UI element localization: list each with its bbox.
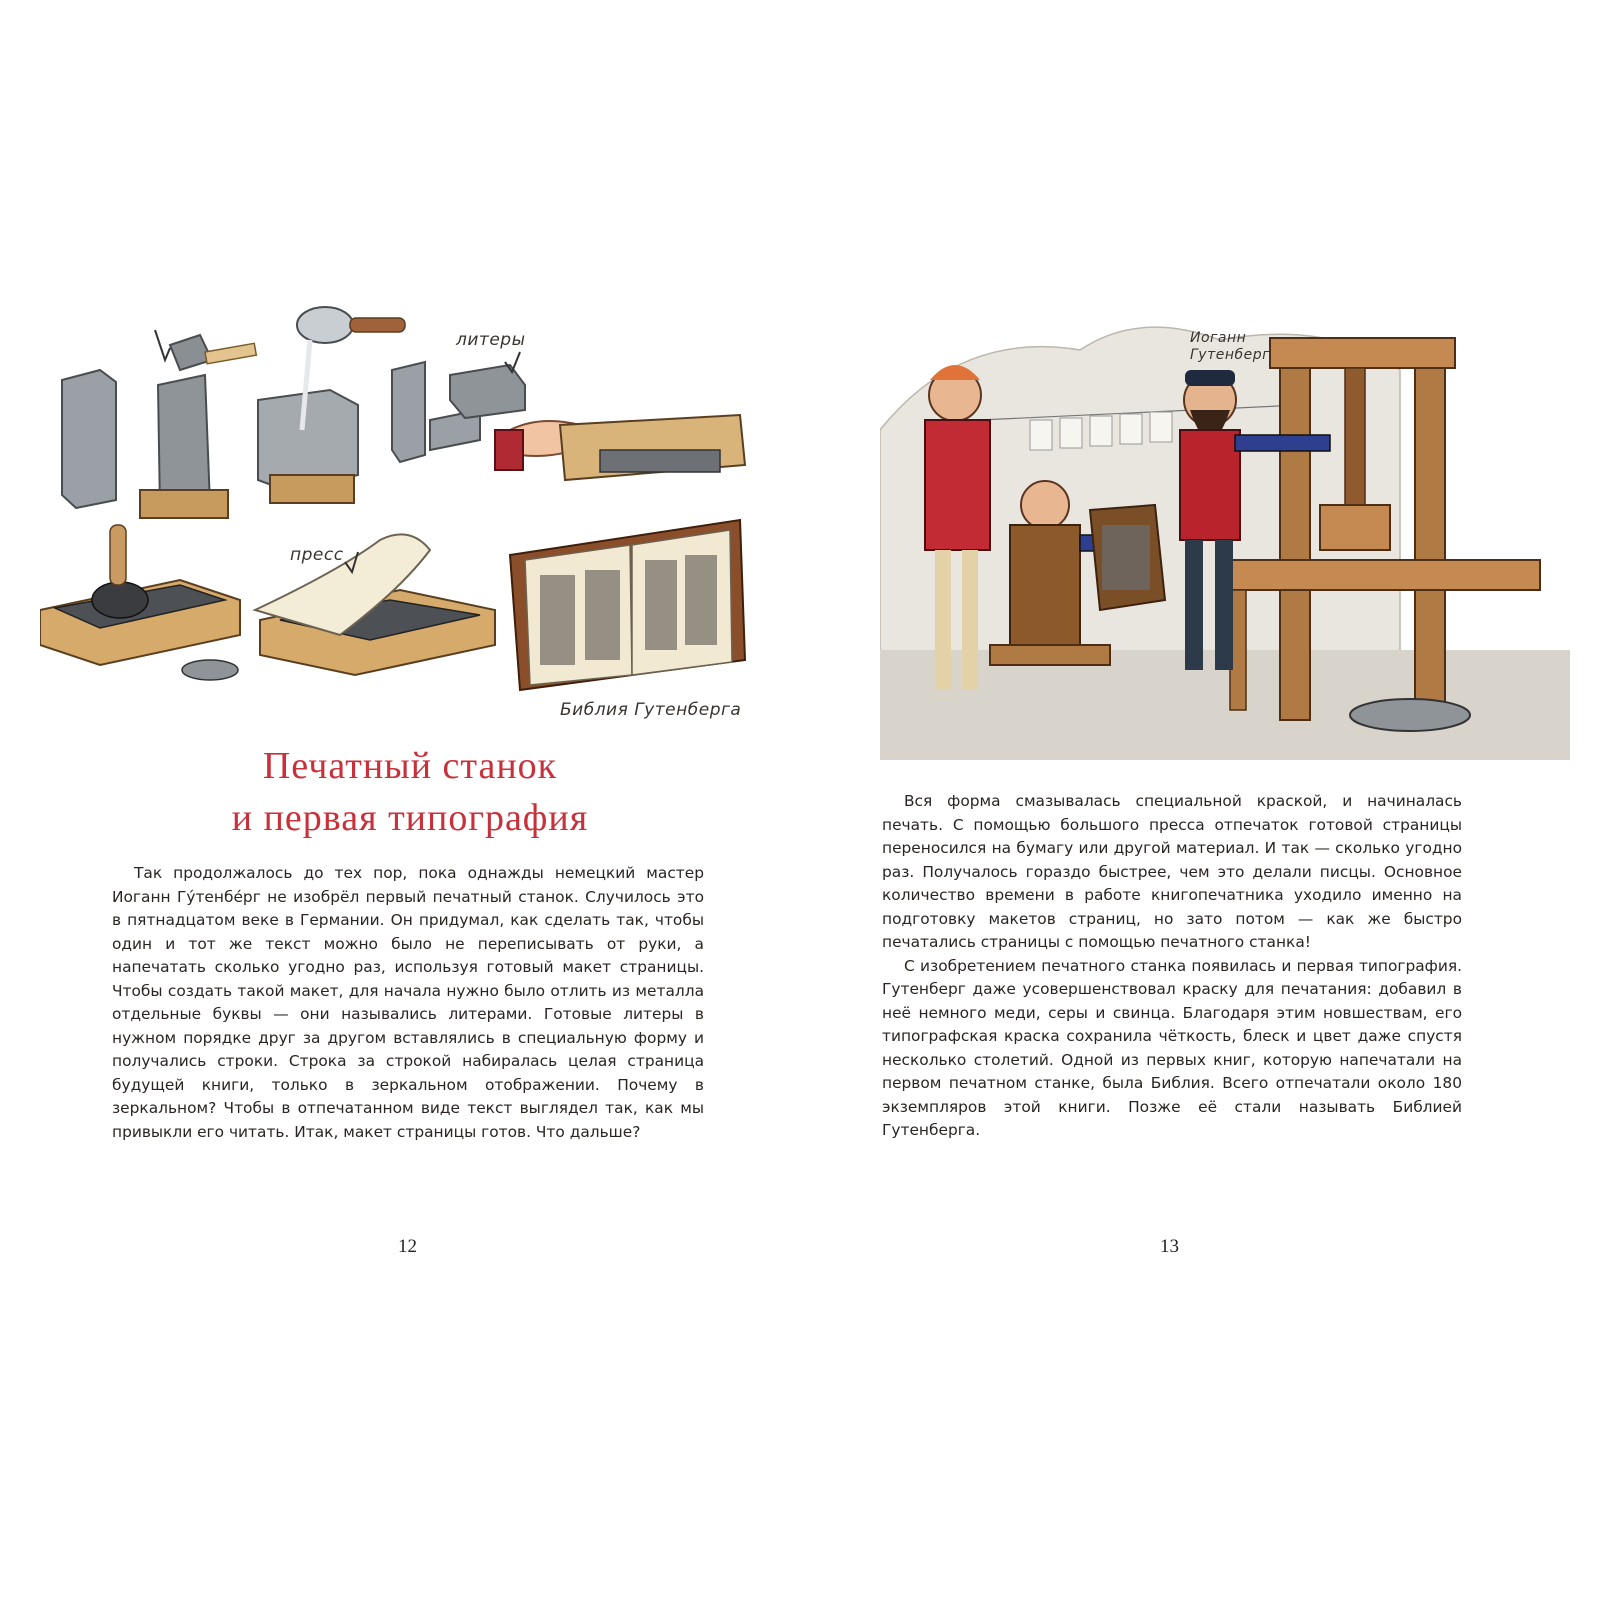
water-tub [1350,699,1470,731]
type-case-letters [1102,525,1150,590]
wood-base-2 [270,475,354,503]
chapter-title [110,740,710,844]
ink-dish [182,660,238,680]
ladle-bowl [297,307,353,343]
left-paragraph: Так продолжалось до тех пор, пока однажды немецкий мастер Иоганн Гу́тенбе́рг не изобрёл первый печатный станок. Случилось это в пятнадцатом веке в Германии. Он придумал, как сделать так, чтобы один и тот же текст можно было не переписывать от руки, а напечатать сколько угодно раз, используя готовый макет страницы. Чтобы создать такой макет, для начала нужно было отлить из металла отдельные буквы — они назывались литерами. Готовые литеры в нужном порядке друг за другом вставлялись в специальную форму и получались строки. Строка за строкой набиралась целая страница будущей книги, только в зеркальном отображении. Почему в зеркальном? Чтобы в отпечатанном виде текст выглядел так, как мы привыкли его читать. Итак, макет страницы готов. Что дальше? [112,864,704,1141]
drying-sheet-1 [1030,420,1052,450]
label-liters: литеры [456,330,526,350]
gutenberg-arm [1235,435,1330,451]
assistant-coat [925,420,990,550]
hammer-handle [205,343,256,364]
left-body-text [112,862,704,1144]
assistant-leg-left [935,550,951,690]
right-body-text [882,790,1462,1143]
press-head [1270,338,1455,368]
chapter-title-line1: Печатный станок [262,745,558,787]
sleeve-shape [495,430,523,470]
label-bible: Библия Гутенберга [560,700,742,720]
ladle-handle [350,318,405,332]
arrow-down-1 [155,330,170,360]
press-post-right [1415,340,1445,720]
drying-sheet-4 [1120,414,1142,444]
press-platen [1320,505,1390,550]
stool [990,645,1110,665]
print-shop-illustration [880,310,1570,760]
gutenberg-tunic [1180,430,1240,540]
drying-sheet-3 [1090,416,1112,446]
bible-text-col-3 [645,560,677,650]
press-bed [1220,560,1540,590]
typesetter-head [1021,481,1069,529]
ink-ball-handle [110,525,126,585]
liter-block-1 [392,362,425,462]
wood-base-1 [140,490,228,518]
chapter-title-line2: и первая типография [231,797,589,839]
ink-ball [92,582,148,618]
page-number-right: 13 [1160,1236,1179,1257]
metal-punch-shape [62,370,116,508]
drying-sheet-2 [1060,418,1082,448]
bible-text-col-1 [540,575,575,665]
gutenberg-leg-left [1185,540,1203,670]
press-screw [1345,368,1365,508]
bible-text-col-2 [585,570,620,660]
bible-text-col-4 [685,555,717,645]
print-shop-svg [880,310,1570,760]
type-casting-illustration [40,290,760,730]
page-number-left: 12 [398,1236,417,1257]
liter-block-3 [450,365,525,418]
gutenberg-leg-right [1215,540,1233,670]
set-type-row [600,450,720,472]
right-page [800,0,1600,1600]
label-gutenberg: Иоганн Гутенберг [1190,330,1270,363]
gutenberg-hat [1185,370,1235,386]
right-paragraph-2: С изобретением печатного станка появилась и первая типография. Гутенберг даже усовершенствовал краску для печатания: добавил в неё немного меди, серы и свинца. Благодаря этим новшествам, его типографская краска сохранила чёткость, блеск и цвет даже спустя несколько столетий. Одной из первых книг, которую напечатали на первом печатном станке, была Библия. Всего отпечатали около 180 экземпляров этой книги. Позже её стали называть Библией Гутенберга. [882,956,1462,1139]
right-paragraph-1: Вся форма смазывалась специальной краской, и начиналась печать. С помощью большого пресса отпечаток готовой страницы переносился на бумагу или другой материал. И так — сколько угодно раз. Получалось гораздо быстрее, чем это делали писцы. Основное количество времени в работе книгопечатника уходило именно на подготовку макетов страниц, но зато потом — как же быстро печатались страницы с помощью печатного станка! [882,792,1462,951]
label-press: пресс [290,545,344,565]
press-post-left [1280,340,1310,720]
drying-sheet-5 [1150,412,1172,442]
typesetter-vest [1010,525,1080,645]
type-casting-svg [40,290,760,730]
assistant-leg-right [962,550,978,690]
